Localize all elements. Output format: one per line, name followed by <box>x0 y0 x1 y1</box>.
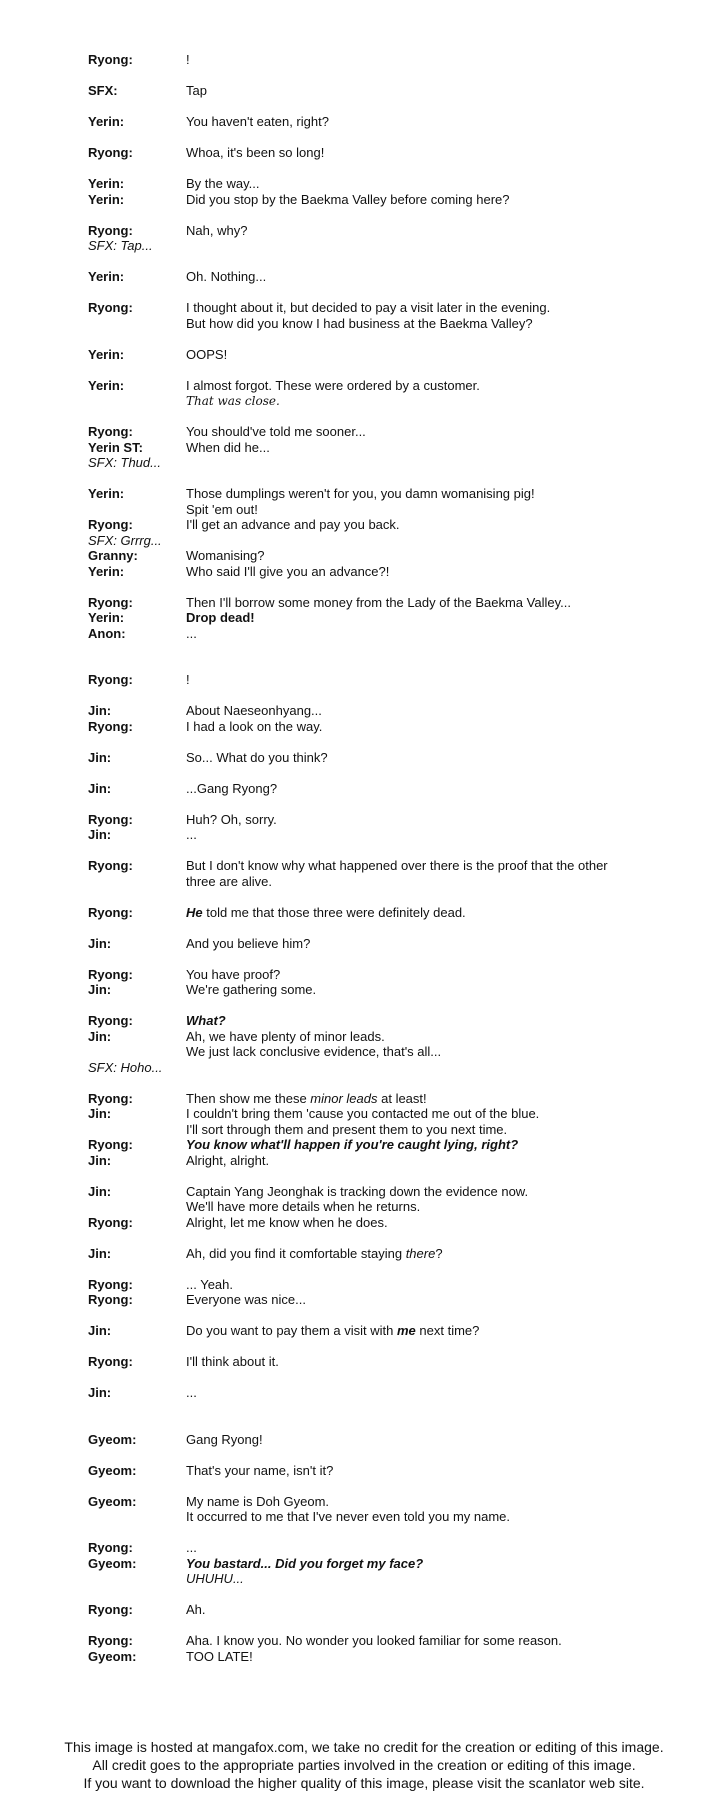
script-line <box>88 502 688 518</box>
footer-line: All credit goes to the appropriate parties involved in the creation or editing of this image. <box>92 1757 636 1773</box>
dialogue-fragment: me <box>396 1323 416 1338</box>
dialogue-text <box>186 672 190 688</box>
speaker-label: Ryong: <box>88 1215 133 1230</box>
dialogue-fragment: I'll sort through them and present them to you next time. <box>186 1122 508 1137</box>
script-line <box>88 672 688 688</box>
dialogue-fragment: And you believe him? <box>186 936 311 951</box>
dialogue-text <box>186 223 247 239</box>
script-line <box>88 1246 688 1262</box>
script-line <box>88 564 688 580</box>
speaker-label: Ryong: <box>88 145 133 160</box>
dialogue-text <box>186 1199 420 1215</box>
script-line <box>88 703 688 719</box>
dialogue-text <box>186 812 277 828</box>
dialogue-text <box>186 114 329 130</box>
script-line <box>88 269 688 285</box>
dialogue-text <box>186 1354 279 1370</box>
dialogue-fragment: OOPS! <box>186 347 228 362</box>
dialogue-fragment: ... <box>186 1385 197 1400</box>
dialogue-fragment: I almost forgot. These were ordered by a customer. <box>186 378 480 393</box>
script-line <box>88 1602 688 1618</box>
dialogue-fragment: About Naeseonhyang... <box>186 703 322 718</box>
footer-credit <box>0 1738 728 1792</box>
speaker-label: Jin: <box>88 1106 112 1121</box>
dialogue-text <box>186 1106 539 1122</box>
script-line <box>88 1044 688 1060</box>
dialogue-fragment: ...Gang Ryong? <box>186 781 278 796</box>
speaker-label: Gyeom: <box>88 1494 137 1509</box>
speaker-label: SFX: <box>88 83 118 98</box>
dialogue-text <box>186 1246 443 1262</box>
script-line <box>88 223 688 239</box>
dialogue-text <box>186 1323 479 1339</box>
script-line <box>88 486 688 502</box>
dialogue-text <box>186 269 266 285</box>
speaker-label: Jin: <box>88 1153 112 1168</box>
dialogue-fragment: ! <box>186 52 190 67</box>
speaker-label: Yerin: <box>88 564 125 579</box>
script-line <box>88 1385 688 1401</box>
dialogue-fragment: three are alive. <box>186 874 272 889</box>
dialogue-text <box>186 378 480 394</box>
script-line <box>88 967 688 983</box>
dialogue-fragment: That was close. <box>186 394 280 408</box>
script-line <box>88 192 688 208</box>
dialogue-fragment: He <box>186 905 203 920</box>
footer-line: This image is hosted at mangafox.com, we take no credit for the creation or editing of this image. <box>64 1739 664 1755</box>
dialogue-text <box>186 564 389 580</box>
dialogue-fragment: Then I'll borrow some money from the Lady of the Baekma Valley... <box>186 595 571 610</box>
script-line <box>88 517 688 533</box>
dialogue-text <box>186 936 310 952</box>
dialogue-fragment: Ah, we have plenty of minor leads. <box>186 1029 385 1044</box>
dialogue-text <box>186 1292 306 1308</box>
dialogue-text <box>186 703 322 719</box>
script-line <box>88 1509 688 1525</box>
dialogue-fragment: ... Yeah. <box>186 1277 233 1292</box>
speaker-label: Ryong: <box>88 1137 133 1152</box>
script-line <box>88 1060 688 1076</box>
dialogue-text <box>186 905 466 921</box>
dialogue-fragment: Ah, did you find it comfortable staying <box>186 1246 406 1261</box>
script-line <box>88 1556 688 1572</box>
dialogue-text <box>186 1649 253 1665</box>
dialogue-fragment: next time? <box>415 1323 480 1338</box>
dialogue-fragment: Alright, let me know when he does. <box>186 1215 388 1230</box>
dialogue-text <box>186 1633 562 1649</box>
script-line <box>88 145 688 161</box>
script-line <box>88 393 688 409</box>
dialogue-text <box>186 176 259 192</box>
speaker-label: Jin: <box>88 1323 112 1338</box>
script-line <box>88 1215 688 1231</box>
dialogue-text <box>186 827 197 843</box>
dialogue-fragment: When did he... <box>186 440 270 455</box>
speaker-label: Ryong: <box>88 905 133 920</box>
dialogue-text <box>186 502 258 518</box>
speaker-label: Jin: <box>88 703 112 718</box>
script-line <box>88 176 688 192</box>
dialogue-text <box>186 1494 329 1510</box>
dialogue-text <box>186 982 316 998</box>
dialogue-text <box>186 1602 206 1618</box>
dialogue-text <box>186 1540 197 1556</box>
dialogue-text <box>186 1277 233 1293</box>
dialogue-fragment: ... <box>186 1540 197 1555</box>
dialogue-text <box>186 874 272 890</box>
dialogue-fragment: But how did you know I had business at the Baekma Valley? <box>186 316 533 331</box>
dialogue-text <box>186 347 227 363</box>
dialogue-fragment: Whoa, it's been so long! <box>186 145 325 160</box>
dialogue-fragment: But I don't know why what happened over there is the proof that the other <box>186 858 608 873</box>
dialogue-fragment: You haven't eaten, right? <box>186 114 329 129</box>
speaker-label: Granny: <box>88 548 138 563</box>
dialogue-fragment: Then show me these <box>186 1091 311 1106</box>
dialogue-fragment: Who said I'll give you an advance?! <box>186 564 390 579</box>
dialogue-fragment: You should've told me sooner... <box>186 424 366 439</box>
speaker-label: Gyeom: <box>88 1649 137 1664</box>
script-line <box>88 300 688 316</box>
dialogue-fragment: Captain Yang Jeonghak is tracking down the evidence now. <box>186 1184 529 1199</box>
dialogue-fragment: minor leads <box>310 1091 378 1106</box>
dialogue-fragment: Did you stop by the Baekma Valley before coming here? <box>186 192 510 207</box>
speaker-label: Jin: <box>88 781 112 796</box>
speaker-label: Ryong: <box>88 672 133 687</box>
dialogue-fragment: Those dumplings weren't for you, you damn womanising pig! <box>186 486 535 501</box>
dialogue-text <box>186 145 324 161</box>
speaker-label: Ryong: <box>88 719 133 734</box>
dialogue-fragment: ... <box>186 827 197 842</box>
script-line <box>88 936 688 952</box>
speaker-label: Yerin ST: <box>88 440 143 455</box>
dialogue-text <box>186 595 571 611</box>
dialogue-text <box>186 626 197 642</box>
speaker-label: Jin: <box>88 750 112 765</box>
speaker-label: Ryong: <box>88 1602 133 1617</box>
script-line <box>88 719 688 735</box>
dialogue-text <box>186 548 265 564</box>
speaker-label: Ryong: <box>88 517 133 532</box>
dialogue-fragment: You have proof? <box>186 967 281 982</box>
speaker-label: Jin: <box>88 1029 112 1044</box>
dialogue-text <box>186 1184 528 1200</box>
dialogue-fragment: Huh? Oh, sorry. <box>186 812 277 827</box>
dialogue-fragment: I'll get an advance and pay you back. <box>186 517 400 532</box>
dialogue-text <box>186 486 535 502</box>
speaker-label: Jin: <box>88 1246 112 1261</box>
script-line <box>88 440 688 456</box>
dialogue-text <box>186 1463 333 1479</box>
dialogue-fragment: Womanising? <box>186 548 265 563</box>
dialogue-fragment: That's your name, isn't it? <box>186 1463 334 1478</box>
speaker-label: Ryong: <box>88 52 133 67</box>
speaker-label: Yerin: <box>88 610 125 625</box>
dialogue-fragment: Tap <box>186 83 207 98</box>
dialogue-fragment: It occurred to me that I've never even told you my name. <box>186 1509 511 1524</box>
sfx-note: SFX: Thud... <box>88 455 161 470</box>
script-line <box>88 1153 688 1169</box>
dialogue-text <box>186 781 277 797</box>
dialogue-fragment: there <box>405 1246 436 1261</box>
script-line <box>88 1571 688 1587</box>
speaker-label: Gyeom: <box>88 1463 137 1478</box>
script-line <box>88 1354 688 1370</box>
dialogue-fragment: We'll have more details when he returns. <box>186 1199 421 1214</box>
dialogue-fragment: I'll think about it. <box>186 1354 279 1369</box>
dialogue-text <box>186 424 366 440</box>
script-line <box>88 827 688 843</box>
script-line <box>88 83 688 99</box>
dialogue-text <box>186 300 550 316</box>
script-line <box>88 1463 688 1479</box>
speaker-label: Ryong: <box>88 1540 133 1555</box>
dialogue-fragment: told me that those three were definitely dead. <box>202 905 466 920</box>
script-line <box>88 238 688 254</box>
dialogue-fragment: What? <box>186 1013 226 1028</box>
dialogue-text <box>186 967 280 983</box>
script-line <box>88 424 688 440</box>
dialogue-fragment: UHUHU... <box>186 1571 244 1586</box>
script-line <box>88 1013 688 1029</box>
speaker-label: Yerin: <box>88 114 125 129</box>
dialogue-text <box>186 440 270 456</box>
dialogue-text <box>186 610 255 626</box>
speaker-label: Jin: <box>88 1385 112 1400</box>
dialogue-text <box>186 83 207 99</box>
dialogue-fragment: Spit 'em out! <box>186 502 258 517</box>
dialogue-fragment: We just lack conclusive evidence, that's all... <box>186 1044 442 1059</box>
script-line <box>88 378 688 394</box>
dialogue-fragment: I had a look on the way. <box>186 719 323 734</box>
script-line <box>88 858 688 874</box>
dialogue-text <box>186 52 190 68</box>
dialogue-text <box>186 1432 263 1448</box>
dialogue-fragment: Do you want to pay them a visit with <box>186 1323 397 1338</box>
script-line <box>88 1277 688 1293</box>
speaker-label: Ryong: <box>88 1354 133 1369</box>
dialogue-fragment: By the way... <box>186 176 260 191</box>
script-line <box>88 1199 688 1215</box>
speaker-label: Ryong: <box>88 595 133 610</box>
dialogue-fragment: ... <box>186 626 197 641</box>
speaker-label: Ryong: <box>88 424 133 439</box>
dialogue-fragment: So... What do you think? <box>186 750 328 765</box>
speaker-label: Yerin: <box>88 192 125 207</box>
script-line <box>88 533 688 549</box>
speaker-label: Jin: <box>88 982 112 997</box>
script-line <box>88 1091 688 1107</box>
sfx-note: SFX: Grrrg... <box>88 533 162 548</box>
dialogue-fragment: TOO LATE! <box>186 1649 253 1664</box>
speaker-label: Anon: <box>88 626 126 641</box>
script-line <box>88 1137 688 1153</box>
dialogue-fragment: Drop dead! <box>186 610 255 625</box>
script-line <box>88 1184 688 1200</box>
script-line <box>88 1432 688 1448</box>
script-line <box>88 905 688 921</box>
dialogue-text <box>186 1509 510 1525</box>
script-line <box>88 1106 688 1122</box>
dialogue-text <box>186 1385 197 1401</box>
speaker-label: Ryong: <box>88 1091 133 1106</box>
speaker-label: Ryong: <box>88 1633 133 1648</box>
dialogue-fragment: I thought about it, but decided to pay a visit later in the evening. <box>186 300 551 315</box>
dialogue-text <box>186 858 608 874</box>
dialogue-text <box>186 1013 226 1029</box>
dialogue-text <box>186 192 510 208</box>
speaker-label: Yerin: <box>88 269 125 284</box>
dialogue-text <box>186 1571 244 1587</box>
dialogue-fragment: Everyone was nice... <box>186 1292 306 1307</box>
speaker-label: Yerin: <box>88 486 125 501</box>
speaker-label: Ryong: <box>88 858 133 873</box>
speaker-label: Ryong: <box>88 812 133 827</box>
speaker-label: Gyeom: <box>88 1556 137 1571</box>
script-line <box>88 1540 688 1556</box>
speaker-label: Jin: <box>88 827 112 842</box>
dialogue-fragment: at least! <box>377 1091 427 1106</box>
script-line <box>88 1633 688 1649</box>
script-line <box>88 610 688 626</box>
dialogue-text <box>186 1044 441 1060</box>
dialogue-fragment: Nah, why? <box>186 223 248 238</box>
footer-line: If you want to download the higher quality of this image, please visit the scanlator web site. <box>83 1775 645 1791</box>
speaker-label: Ryong: <box>88 1292 133 1307</box>
speaker-label: Yerin: <box>88 347 125 362</box>
dialogue-fragment: Oh. Nothing... <box>186 269 267 284</box>
dialogue-text <box>186 1153 269 1169</box>
dialogue-text <box>186 750 328 766</box>
dialogue-text <box>186 1556 423 1572</box>
script-line <box>88 812 688 828</box>
dialogue-fragment: Aha. I know you. No wonder you looked familiar for some reason. <box>186 1633 562 1648</box>
dialogue-fragment: You know what'll happen if you're caught lying, right? <box>186 1137 519 1152</box>
script-line <box>88 1122 688 1138</box>
dialogue-text <box>186 1137 518 1153</box>
speaker-label: Yerin: <box>88 176 125 191</box>
speaker-label: Jin: <box>88 1184 112 1199</box>
script-line <box>88 626 688 642</box>
script-line <box>88 52 688 68</box>
script-line <box>88 1292 688 1308</box>
dialogue-text <box>186 517 400 533</box>
script-line <box>88 1323 688 1339</box>
dialogue-text <box>186 1122 507 1138</box>
script-line <box>88 1649 688 1665</box>
dialogue-fragment: You bastard... Did you forget my face? <box>186 1556 424 1571</box>
dialogue-fragment: I couldn't bring them 'cause you contacted me out of the blue. <box>186 1106 540 1121</box>
dialogue-text <box>186 393 280 409</box>
dialogue-text <box>186 1091 427 1107</box>
dialogue-fragment: We're gathering some. <box>186 982 317 997</box>
speaker-label: Ryong: <box>88 300 133 315</box>
script-line <box>88 1494 688 1510</box>
script-line <box>88 982 688 998</box>
speaker-label: Gyeom: <box>88 1432 137 1447</box>
sfx-note: SFX: Hoho... <box>88 1060 163 1075</box>
dialogue-fragment: Gang Ryong! <box>186 1432 263 1447</box>
script-line <box>88 874 688 890</box>
script-line <box>88 347 688 363</box>
script-line <box>88 316 688 332</box>
dialogue-text <box>186 719 322 735</box>
script-line <box>88 595 688 611</box>
speaker-label: Yerin: <box>88 378 125 393</box>
dialogue-fragment: Alright, alright. <box>186 1153 270 1168</box>
script-line <box>88 114 688 130</box>
script-line <box>88 750 688 766</box>
script-line <box>88 455 688 471</box>
dialogue-fragment: My name is Doh Gyeom. <box>186 1494 330 1509</box>
speaker-label: Ryong: <box>88 1013 133 1028</box>
speaker-label: Ryong: <box>88 1277 133 1292</box>
speaker-label: Ryong: <box>88 223 133 238</box>
dialogue-fragment: ! <box>186 672 190 687</box>
script-line <box>88 781 688 797</box>
dialogue-fragment: ? <box>435 1246 443 1261</box>
speaker-label: Jin: <box>88 936 112 951</box>
dialogue-text <box>186 1215 388 1231</box>
dialogue-text <box>186 1029 385 1045</box>
script-line <box>88 1029 688 1045</box>
script-line <box>88 548 688 564</box>
speaker-label: Ryong: <box>88 967 133 982</box>
sfx-note: SFX: Tap... <box>88 238 153 253</box>
dialogue-text <box>186 316 533 332</box>
dialogue-fragment: Ah. <box>186 1602 206 1617</box>
